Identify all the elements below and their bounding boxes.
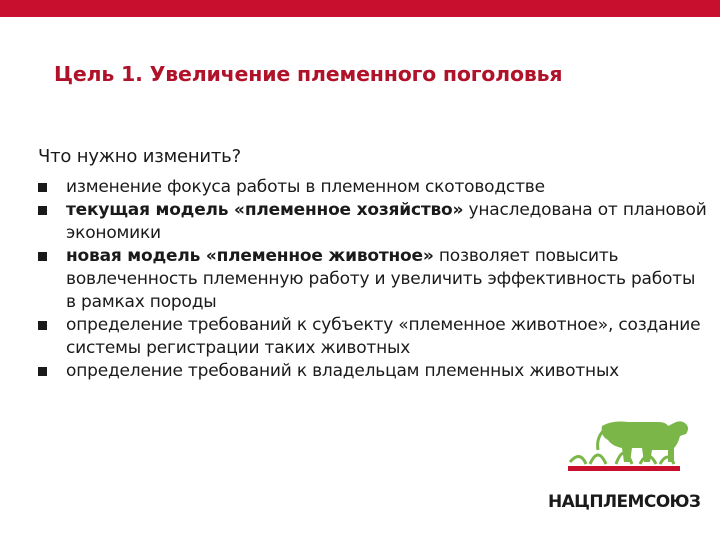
bullet-text: определение требований к владельцам племенных животных: [66, 361, 620, 381]
bullet-square-icon: [38, 206, 47, 215]
bullet-text: унаследована от плановой экономики: [66, 200, 707, 243]
top-accent-bar: [0, 0, 720, 17]
bullet-item: [38, 199, 710, 245]
bullet-square-icon: [38, 183, 47, 192]
bullet-text: определение требований к субъекту «племенное животное», создание системы регистрации таких животных: [66, 315, 701, 358]
logo-text: НАЦПЛЕМСОЮЗ: [548, 492, 701, 512]
bullet-square-icon: [38, 321, 47, 330]
bullet-square-icon: [38, 252, 47, 261]
cow-icon: [540, 392, 710, 492]
bullet-text: изменение фокуса работы в племенном скотоводстве: [66, 177, 545, 197]
bullet-item: [38, 314, 710, 360]
slide-title: Цель 1. Увеличение племенного поголовья: [54, 62, 563, 86]
bullet-item: [38, 360, 710, 383]
bullet-list: [38, 176, 710, 383]
natsplemsoyuz-logo: [540, 392, 710, 530]
bullet-text: позволяет повысить вовлеченность племенную работу и увеличить эффективность работы в рамках породы: [66, 246, 696, 312]
bullet-item: [38, 245, 710, 314]
bullet-item: [38, 176, 710, 199]
bullet-bold: новая модель «племенное животное»: [66, 246, 434, 266]
bullet-bold: текущая модель «племенное хозяйство»: [66, 200, 464, 220]
bullet-square-icon: [38, 367, 47, 376]
slide-subtitle: Что нужно изменить?: [38, 146, 241, 167]
